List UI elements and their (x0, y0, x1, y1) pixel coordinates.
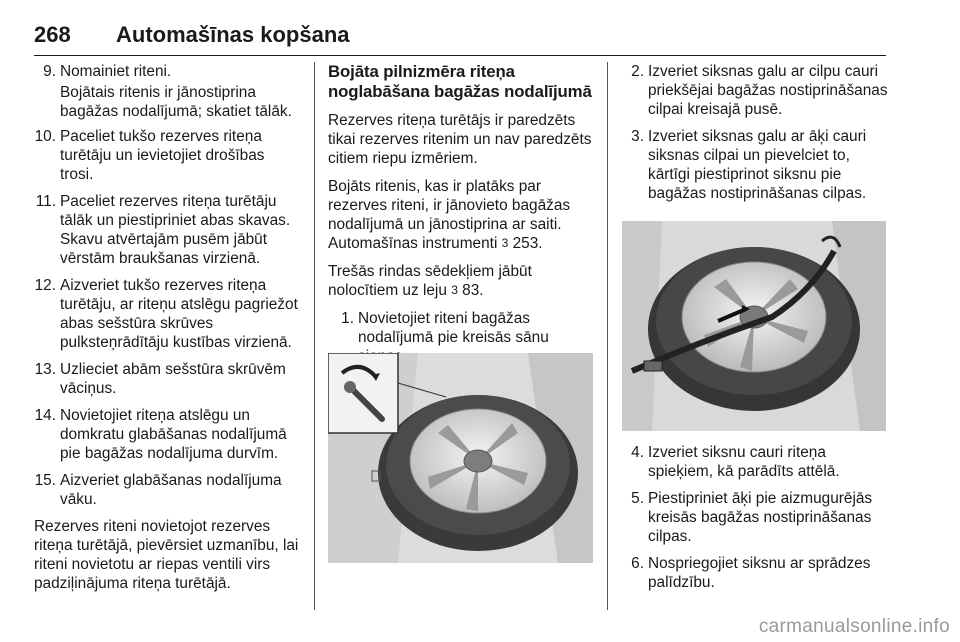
step-number: 4. (631, 444, 644, 461)
step-number: 2. (631, 63, 644, 80)
section-title: Bojāta pilnizmēra riteņa noglabāšana bagāžas nodalījumā (328, 62, 592, 101)
list-item (622, 443, 890, 481)
page-ref-arrow-icon: 3 (451, 283, 458, 297)
column-2 (328, 62, 594, 374)
spare-wheel-trunk-illustration (328, 353, 593, 563)
step-text: Paceliet rezerves riteņa turētāju tālāk un piestipriniet abas skavas. Skavu atvērtajām pusēm jābūt vērstām braukšanas virzienā. (60, 193, 291, 267)
step-text: Nospriegojiet siksnu ar sprādzes palīdzību. (648, 555, 871, 591)
list-item (34, 62, 302, 81)
step-list (622, 62, 890, 203)
page-header (34, 12, 886, 56)
paragraph: Rezerves riteņa turētājs ir paredzēts tikai rezerves ritenim un nav paredzēts citiem riepu izmēriem. (328, 112, 592, 167)
list-item (622, 62, 890, 119)
page-ref[interactable]: 83. (462, 282, 484, 299)
list-item (34, 192, 302, 268)
list-item (622, 489, 890, 546)
step-text: Izveriet siksnas galu ar āķi cauri siksnas cilpai un pievelciet to, kārtīgi piestiprinot siksnu pie bagāžas nostiprināšanas cilpas. (648, 128, 867, 202)
list-item (34, 471, 302, 509)
paragraph (328, 262, 594, 300)
paragraph-text: Bojāts ritenis, kas ir platāks par rezerves riteni, ir jānovieto bagāžas nodalījumā un jānostiprina ar saiti. Automašīnas instrumenti (328, 178, 571, 252)
step-number: 15. (34, 472, 56, 489)
step-number: 11. (35, 193, 56, 210)
page-ref[interactable]: 253. (512, 235, 543, 252)
column-divider (314, 62, 315, 610)
chapter-title: Automašīnas kopšana (116, 22, 350, 47)
step-text: Paceliet tukšo rezerves riteņa turētāju un ievietojiet drošības trosi. (60, 128, 265, 183)
list-item (34, 360, 302, 398)
step-list (622, 443, 890, 592)
step-number: 12. (34, 277, 56, 294)
list-item (34, 276, 302, 352)
step-number: 5. (631, 490, 644, 507)
step-text: Novietojiet riteņa atslēgu un domkratu glabāšanas nodalījumā pie bagāžas nodalījuma durvīm. (60, 407, 287, 462)
step-text: Uzlieciet abām sešstūra skrūvēm vāciņus. (60, 361, 286, 397)
step-text: Nomainiet riteni. (60, 63, 172, 80)
step-text: Novietojiet riteni bagāžas nodalījumā pie kreisās sānu (358, 310, 549, 346)
step-text: Aizveriet glabāšanas nodalījuma vāku. (60, 472, 282, 508)
list-item (622, 127, 890, 203)
list-item (34, 127, 302, 184)
list-item (34, 406, 302, 463)
page-ref-arrow-icon: 3 (501, 236, 509, 250)
step-number: 1. (341, 310, 354, 327)
step-number: 3. (631, 128, 644, 145)
step-number: 14. (34, 407, 56, 424)
wheel-strap-illustration (622, 221, 886, 431)
step-text: Piestipriniet āķi pie aizmugurējās kreisās bagāžas nostiprināšanas cilpas. (648, 490, 873, 545)
page-number: 268 (34, 22, 71, 47)
column-1 (34, 62, 302, 602)
paragraph (328, 177, 594, 253)
wheel-strap-icon (622, 221, 886, 431)
list-item (622, 554, 890, 592)
step-number: 6. (631, 555, 644, 572)
closing-paragraph: Rezerves riteni novietojot rezerves riteņa turētājā, pievērsiet uzmanību, lai riteni novietotu ar riepas ventili virs padziļinājuma riteņa turētājā. (34, 518, 299, 592)
step-number (34, 83, 60, 121)
column-3-continued (622, 443, 890, 600)
watermark: carmanualsonline.info (758, 616, 950, 637)
wheel-illustration-icon (328, 353, 593, 563)
paragraph-text: Trešās rindas sēdekļiem jābūt nolocītiem uz leju (328, 263, 532, 299)
column-divider (607, 62, 608, 610)
step-number: 13. (34, 361, 56, 378)
step-text: Izveriet siksnas galu ar cilpu cauri priekšējai bagāžas nostiprināšanas cilpai kreisajā pusē. (648, 63, 888, 118)
step-number: 10. (34, 128, 56, 145)
column-3 (622, 62, 890, 211)
step-text: Aizveriet tukšo rezerves riteņa turētāju, ar riteņu atslēgu pagriežot abas sešstūra skrūves pulksteņrādītāju kustības virzienā. (60, 277, 298, 351)
step-number: 9. (43, 63, 56, 80)
step-list (34, 62, 302, 509)
step-text: Bojātais ritenis ir jānostiprina bagāžas nodalījumā; skatiet tālāk. (60, 84, 292, 120)
step-text: Izveriet siksnu cauri riteņa spieķiem, kā parādīts attēlā. (648, 444, 840, 480)
list-item (34, 83, 302, 121)
